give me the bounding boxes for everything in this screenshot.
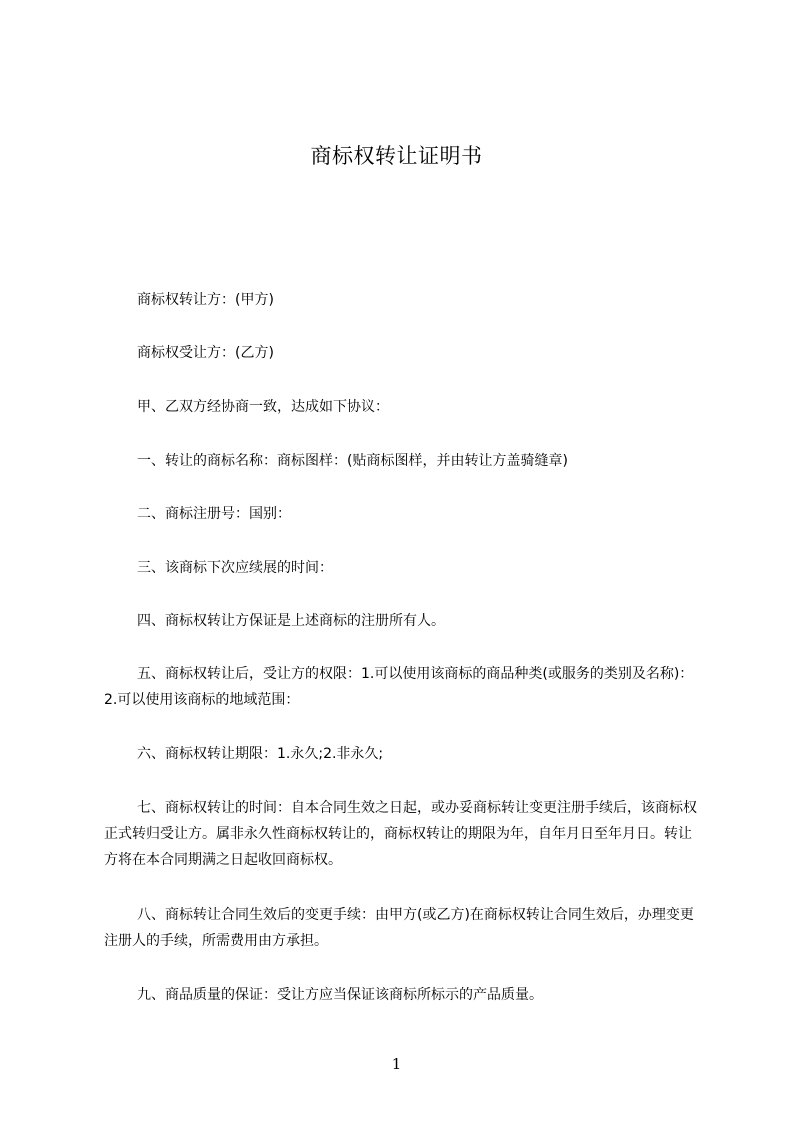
paragraph-clause-4: 四、商标权转让方保证是上述商标的注册所有人。 xyxy=(137,613,445,629)
paragraph-clause-1: 一、转让的商标名称：商标图样：(贴商标图样，并由转让方盖骑缝章) xyxy=(137,453,568,469)
paragraph-clause-3: 三、该商标下次应续展的时间： xyxy=(137,560,333,576)
paragraph-clause-8: 八、商标转让合同生效后的变更手续：由甲方(或乙方)在商标权转让合同生效后，办理变更注册人的手续，所需费用由方承担。 xyxy=(104,907,694,949)
paragraph-transferee: 商标权受让方：(乙方) xyxy=(137,345,274,361)
paragraph-clause-9: 九、商品质量的保证：受让方应当保证该商标所标示的产品质量。 xyxy=(137,987,543,1003)
paragraph-clause-6: 六、商标权转让期限：1.永久;2.非永久; xyxy=(137,746,384,762)
paragraph-clause-2: 二、商标注册号：国别： xyxy=(137,506,291,522)
document-title: 商标权转让证明书 xyxy=(310,144,483,168)
page-number: 1 xyxy=(391,1055,402,1073)
paragraph-agreement-intro: 甲、乙双方经协商一致，达成如下协议： xyxy=(137,399,389,415)
paragraph-clause-7: 七、商标权转让的时间：自本合同生效之日起，或办妥商标转让变更注册手续后，该商标权正式转归受让方。属非永久性商标权转让的，商标权转让的期限为年，自年月日至年月日。转让方将在本合同期满之日起收回商标权。 xyxy=(104,800,697,868)
paragraph-transferor: 商标权转让方：(甲方) xyxy=(137,292,274,308)
paragraph-clause-5: 五、商标权转让后，受让方的权限：1.可以使用该商标的商品种类(或服务的类别及名称)：2.可以使用该商标的地域范围： xyxy=(104,666,694,708)
